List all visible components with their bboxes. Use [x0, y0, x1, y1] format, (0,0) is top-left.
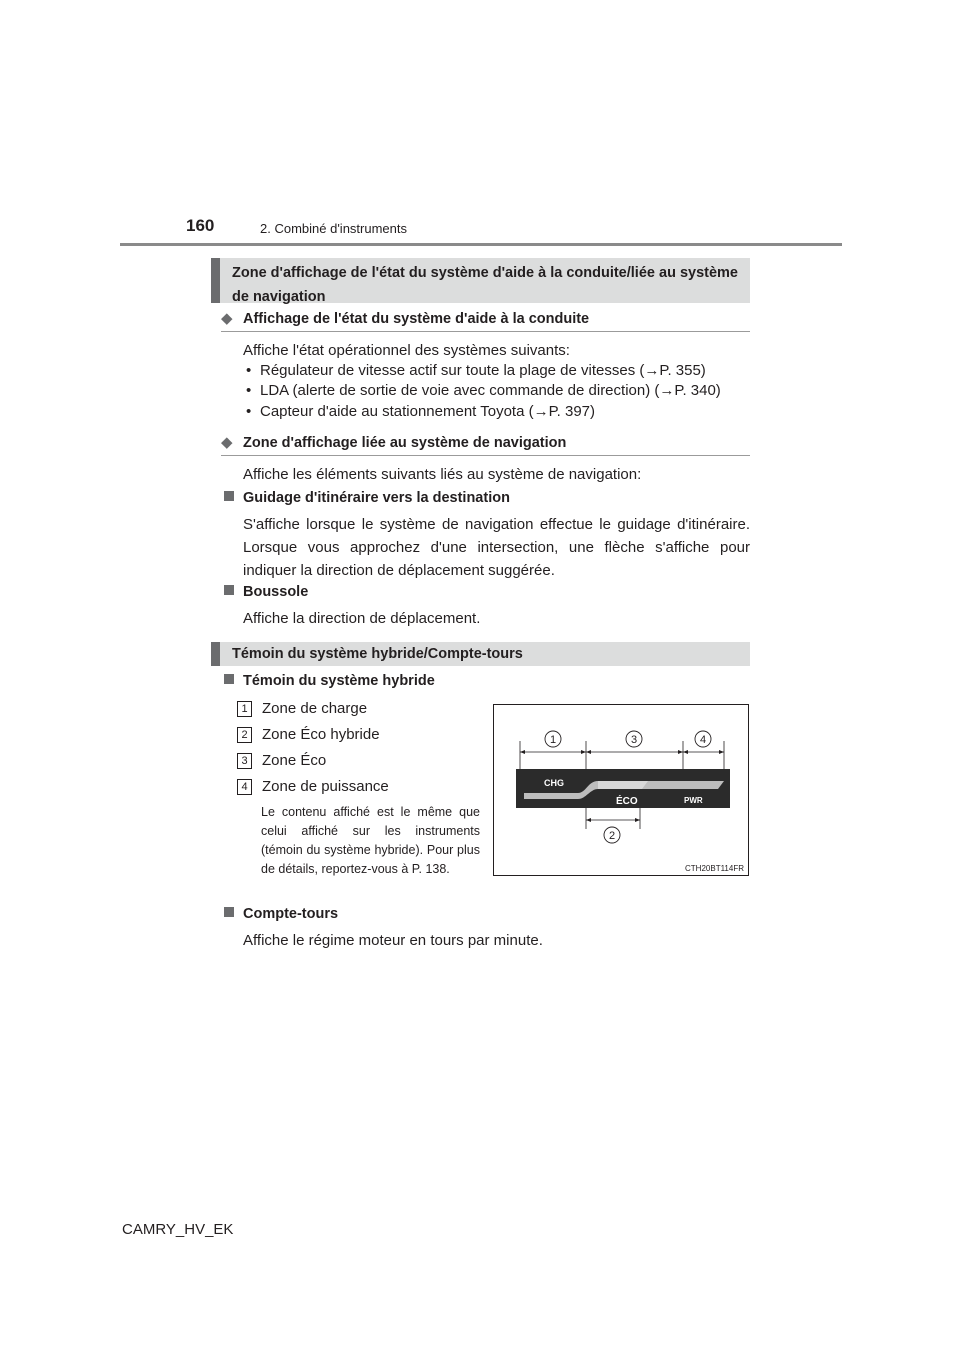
footer-model-code: CAMRY_HV_EK: [122, 1221, 234, 1238]
header-rule: [120, 243, 842, 246]
hybrid-indicator-illustration: [494, 705, 748, 875]
subheading-assist-status: [221, 309, 750, 332]
tachometer-heading: [224, 906, 338, 922]
bullet-item: [246, 403, 595, 420]
section-header-hybrid: Témoin du système hybride/Compte-tours: [211, 642, 750, 666]
square-bullet-icon: [224, 674, 234, 684]
diamond-icon: ◆: [221, 434, 233, 451]
eco-label: ÉCO: [616, 796, 638, 807]
compass-heading: [224, 584, 308, 600]
guidance-heading: [224, 490, 510, 506]
pwr-label: PWR: [684, 796, 703, 805]
bullet-text: LDA (alerte de sortie de voie avec commande de direction) (→P. 340): [260, 382, 721, 399]
bullet-item: [246, 362, 706, 379]
number-box: 2: [237, 727, 252, 743]
callout-4: 4: [699, 734, 707, 746]
square-bullet-icon: [224, 585, 234, 595]
guidance-text: S'affiche lorsque le système de navigation effectue le guidage d'itinéraire. Lorsque vous approchez d'une intersection, une flèche s'affiche pour indiquer la direction de déplacement suggérée.: [243, 516, 750, 579]
zone-item: [237, 752, 326, 769]
page-number: 160: [186, 216, 215, 235]
callout-1: 1: [549, 734, 557, 746]
compass-heading-text: Boussole: [243, 584, 309, 600]
zone-label: Zone Éco hybride: [262, 726, 380, 743]
zone-item: [237, 726, 380, 743]
zone-label: Zone de puissance: [262, 778, 389, 795]
hybrid-heading-text: Témoin du système hybride: [243, 673, 435, 689]
chg-label: CHG: [544, 778, 564, 788]
callout-3: 3: [630, 734, 638, 746]
zone-item: [237, 700, 367, 717]
chapter-title: 2. Combiné d'instruments: [260, 221, 407, 236]
subheading-navigation: [221, 433, 750, 456]
square-bullet-icon: [224, 907, 234, 917]
bullet-item: [246, 382, 721, 399]
number-box: 4: [237, 779, 252, 795]
tachometer-heading-text: Compte-tours: [243, 906, 339, 922]
zone-label: Zone Éco: [262, 752, 327, 769]
guidance-heading-text: Guidage d'itinéraire vers la destination: [243, 490, 510, 506]
square-bullet-icon: [224, 491, 234, 501]
zone-label: Zone de charge: [262, 700, 368, 717]
section-header-driving-assist: Zone d'affichage de l'état du système d'aide à la conduite/liée au système de navigation: [211, 258, 750, 303]
number-box: 3: [237, 753, 252, 769]
tachometer-text: Affiche le régime moteur en tours par minute.: [243, 932, 543, 949]
bullet-text: Régulateur de vitesse actif sur toute la plage de vitesses (→P. 355): [260, 362, 706, 379]
diamond-icon: ◆: [221, 310, 233, 327]
navigation-intro: Affiche les éléments suivants liés au système de navigation:: [243, 466, 642, 483]
assist-intro: Affiche l'état opérationnel des systèmes suivants:: [243, 342, 570, 359]
hybrid-indicator-figure: [493, 704, 749, 876]
callout-2: 2: [608, 830, 616, 842]
subheading-navigation-text: Zone d'affichage liée au système de navigation: [243, 435, 567, 451]
hybrid-note: Le contenu affiché est le même que celui affiché sur les instruments (témoin du système hybride). Pour plus de détails, reportez-vous à P. 138.: [261, 805, 480, 876]
bullet-dot-icon: •: [246, 362, 252, 379]
zone-item: [237, 778, 389, 795]
figure-code: CTH20BT114FR: [685, 864, 744, 873]
hybrid-heading: [224, 673, 435, 689]
bullet-dot-icon: •: [246, 403, 252, 420]
number-box: 1: [237, 701, 252, 717]
subheading-assist-status-text: Affichage de l'état du système d'aide à la conduite: [243, 311, 590, 327]
compass-text: Affiche la direction de déplacement.: [243, 610, 481, 627]
bullet-dot-icon: •: [246, 382, 252, 399]
bullet-text: Capteur d'aide au stationnement Toyota (→P. 397): [260, 403, 596, 420]
